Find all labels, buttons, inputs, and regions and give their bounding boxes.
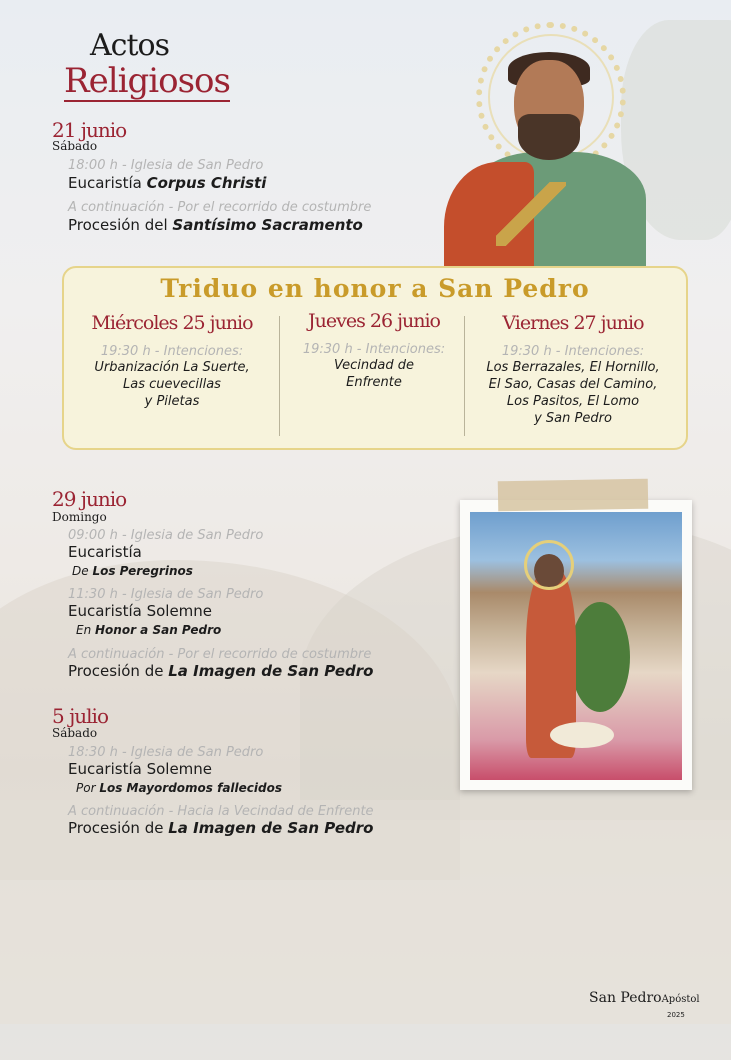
- event-title: [68, 216, 363, 234]
- procession-photo: [460, 500, 692, 790]
- event-title-text: Eucaristía: [68, 174, 147, 192]
- event-subtitle-emphasis: Los Mayordomos fallecidos: [99, 781, 282, 795]
- event-meta: 18:00 h - Iglesia de San Pedro: [68, 158, 264, 173]
- statue-beard: [518, 114, 580, 160]
- triduo-meta: 19:30 h - Intenciones:: [100, 344, 244, 359]
- triduo-meta: 19:30 h - Intenciones:: [302, 342, 446, 357]
- weekday-label: Sábado: [52, 726, 98, 740]
- event-meta: A continuación - Por el recorrido de costumbre: [68, 200, 372, 215]
- date-heading: 29 junio: [52, 487, 127, 511]
- photo-tree: [570, 602, 630, 712]
- footer-logo-name: San Pedro: [589, 990, 662, 1006]
- weekday-label: Domingo: [52, 510, 107, 524]
- event-subtitle: [76, 781, 282, 795]
- key-icon: [496, 182, 566, 246]
- procession-photo-image: [470, 512, 682, 780]
- event-title: Eucaristía Solemne: [68, 602, 213, 620]
- event-title-emphasis: La Imagen de San Pedro: [168, 819, 374, 837]
- footer-year: 2025: [667, 1011, 685, 1019]
- triduo-title: Triduo en honor a San Pedro: [160, 274, 590, 303]
- event-title-emphasis: Santísimo Sacramento: [172, 216, 363, 234]
- triduo-intentions: Urbanización La Suerte, Las cuevecillas y Piletas: [94, 360, 250, 409]
- triduo-day: Viernes 27 junio: [502, 312, 644, 334]
- halo-icon: [524, 540, 574, 590]
- event-title: Eucaristía: [68, 543, 142, 561]
- page-title-line1: Actos: [90, 28, 169, 63]
- event-title-text: Procesión del: [68, 216, 173, 234]
- column-divider: [279, 316, 280, 436]
- triduo-day-column: [468, 312, 678, 427]
- event-title: [68, 174, 266, 192]
- event-subtitle: [72, 564, 193, 578]
- triduo-intentions: Los Berrazales, El Hornillo, El Sao, Casas del Camino, Los Pasitos, El Lomo y San Pedro: [486, 360, 660, 426]
- event-meta: 18:30 h - Iglesia de San Pedro: [68, 745, 264, 760]
- triduo-day-column: [286, 310, 462, 391]
- event-title: Eucaristía Solemne: [68, 760, 213, 778]
- event-meta: A continuación - Por el recorrido de costumbre: [68, 647, 372, 662]
- event-subtitle-text: En: [76, 623, 96, 637]
- triduo-intentions: Vecindad de Enfrente: [334, 358, 414, 390]
- event-title-emphasis: La Imagen de San Pedro: [168, 662, 374, 680]
- triduo-day-column: [70, 312, 274, 410]
- saint-peter-statue-image: [436, 22, 656, 270]
- date-heading: 21 junio: [52, 118, 127, 142]
- event-title-text: Procesión de: [68, 662, 169, 680]
- event-title: [68, 662, 373, 680]
- footer-logo: [589, 990, 700, 1006]
- triduo-day: Miércoles 25 junio: [91, 312, 253, 334]
- event-subtitle-emphasis: Honor a San Pedro: [95, 623, 222, 637]
- page-title-line2: Religiosos: [64, 61, 230, 101]
- event-title: [68, 819, 373, 837]
- event-title-emphasis: Corpus Christi: [146, 174, 267, 192]
- triduo-panel: [62, 266, 688, 450]
- footer-logo-subtitle: Apóstol: [661, 994, 700, 1005]
- event-subtitle-text: Por: [76, 781, 100, 795]
- event-title-text: Procesión de: [68, 819, 169, 837]
- weekday-label: Sábado: [52, 139, 98, 153]
- event-meta: 09:00 h - Iglesia de San Pedro: [68, 528, 264, 543]
- date-heading: 5 julio: [52, 704, 108, 728]
- column-divider: [464, 316, 465, 436]
- background-village: [0, 800, 731, 1060]
- tape-decoration: [498, 479, 649, 512]
- event-subtitle-emphasis: Los Peregrinos: [92, 564, 193, 578]
- event-subtitle-text: De: [72, 564, 93, 578]
- event-meta: 11:30 h - Iglesia de San Pedro: [68, 587, 264, 602]
- straw-hat: [550, 722, 614, 748]
- triduo-meta: 19:30 h - Intenciones:: [501, 344, 645, 359]
- event-meta: A continuación - Hacia la Vecindad de Enfrente: [68, 804, 374, 819]
- triduo-day: Jueves 26 junio: [308, 310, 440, 332]
- event-subtitle: [76, 623, 221, 637]
